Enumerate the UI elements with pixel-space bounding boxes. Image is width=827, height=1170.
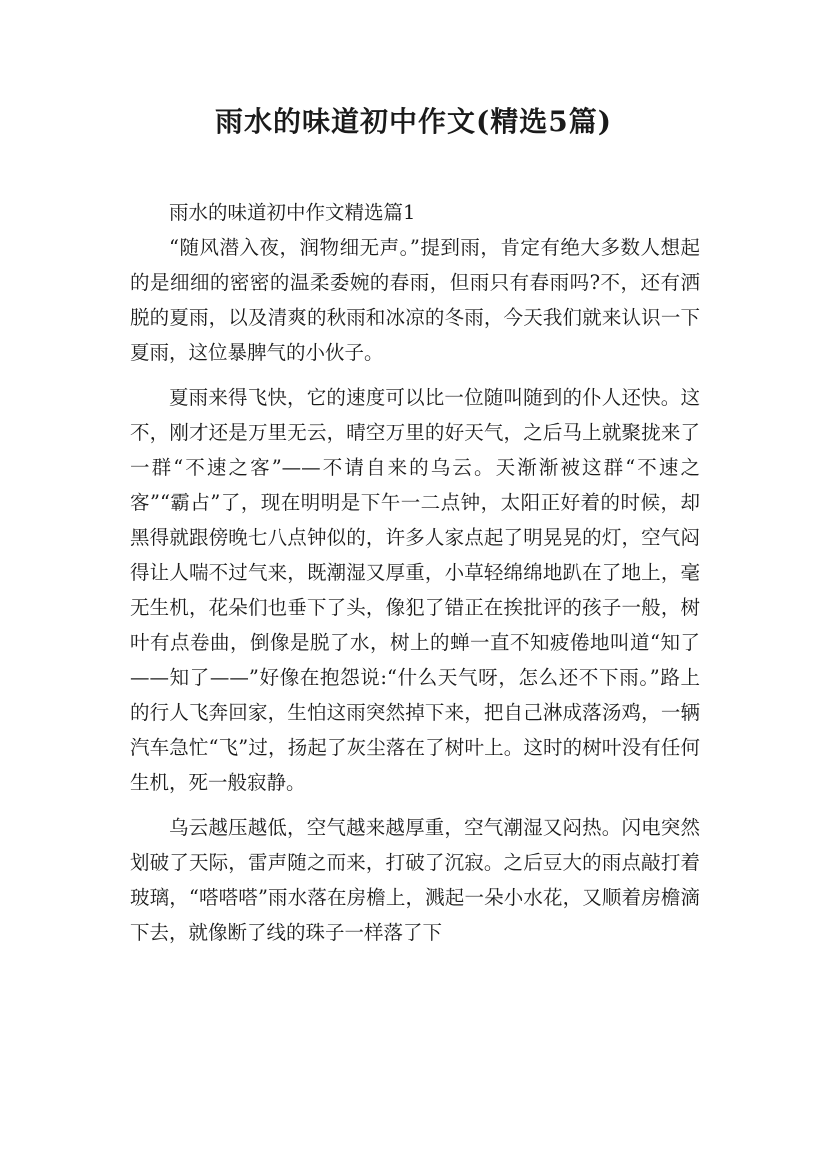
document-body bbox=[130, 195, 700, 950]
paragraph-1: “随风潜入夜，润物细无声。”提到雨，肯定有绝大多数人想起的是细细的密密的温柔委婉的春雨，但雨只有春雨吗?不，还有洒脱的夏雨，以及清爽的秋雨和冰凉的冬雨，今天我们就来认识一下夏雨，这位暴脾气的小伙子。 bbox=[130, 236, 700, 364]
paragraph-3: 乌云越压越低，空气越来越厚重，空气潮湿又闷热。闪电突然划破了天际，雷声随之而来，打破了沉寂。之后豆大的雨点敲打着玻璃，“嗒嗒嗒”雨水落在房檐上，溅起一朵小水花，又顺着房檐滴下去，就像断了线的珠子一样落了下 bbox=[130, 816, 700, 944]
document-title: 雨水的味道初中作文(精选5篇) bbox=[215, 105, 612, 138]
section-heading: 雨水的味道初中作文精选篇1 bbox=[169, 201, 416, 224]
paragraph-2: 夏雨来得飞快，它的速度可以比一位随叫随到的仆人还快。这不，刚才还是万里无云，晴空万里的好天气，之后马上就聚拢来了一群“不速之客”——不请自来的乌云。天渐渐被这群“不速之客”“霸占”了，现在明明是下午一二点钟，太阳正好着的时候，却黑得就跟傍晚七八点钟似的，许多人家点起了明晃晃的灯，空气闷得让人喘不过气来，既潮湿又厚重，小草轻绵绵地趴在了地上，毫无生机，花朵们也垂下了头，像犯了错正在挨批评的孩子一般，树叶有点卷曲，倒像是脱了水，树上的蝉一直不知疲倦地叫道“知了——知了——”好像在抱怨说:“什么天气呀，怎么还不下雨。”路上的行人飞奔回家，生怕这雨突然掉下来，把自己淋成落汤鸡，一辆汽车急忙“飞”过，扬起了灰尘落在了树叶上。这时的树叶没有任何生机，死一般寂静。 bbox=[130, 386, 700, 794]
